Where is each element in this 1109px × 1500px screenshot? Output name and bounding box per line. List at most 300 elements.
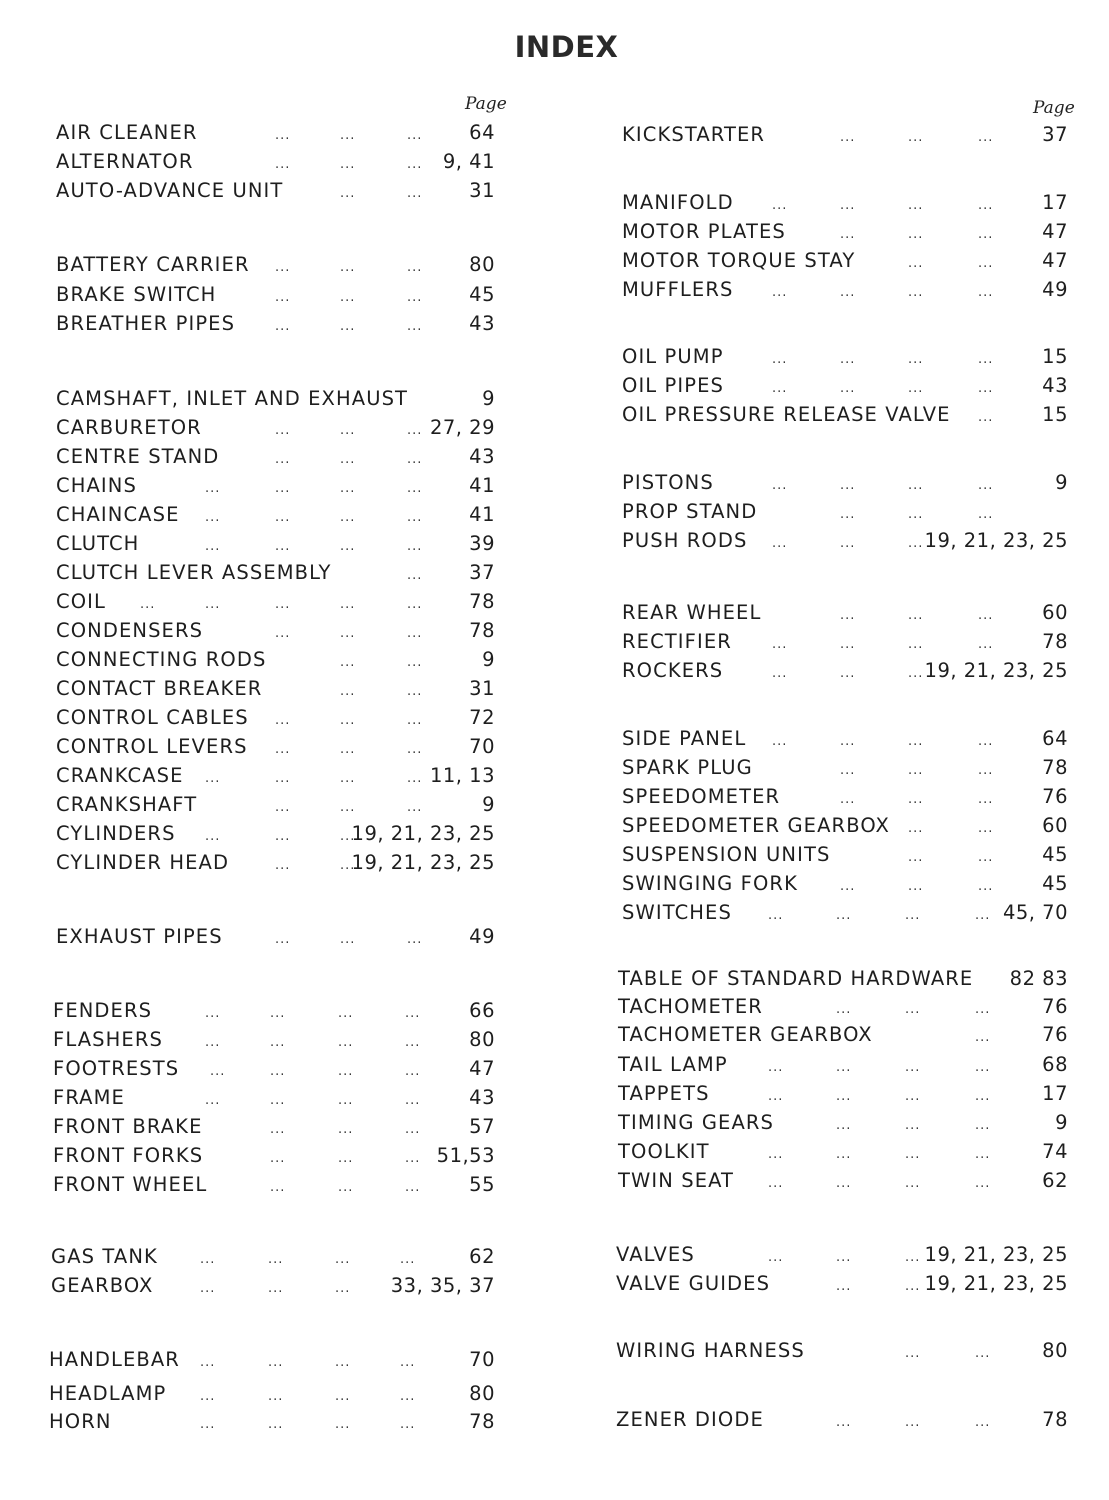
- index-entry: [56, 311, 525, 337]
- entry-page-number: 9: [482, 387, 495, 410]
- index-entry: [56, 282, 525, 308]
- leader-dots: ...: [908, 821, 924, 836]
- entry-page-number: 78: [469, 1410, 495, 1433]
- entry-page-number: 19, 21, 23, 25: [924, 1243, 1068, 1266]
- leader-dots: ...: [978, 410, 994, 425]
- entry-page-number: 80: [469, 253, 495, 276]
- leader-dots: ...: [908, 763, 924, 778]
- leader-dots: ...: [407, 128, 423, 143]
- leader-dots: ...: [840, 608, 856, 623]
- index-entry: [53, 1027, 525, 1053]
- leader-dots: ...: [340, 597, 356, 612]
- index-entry: [56, 618, 525, 644]
- entry-label: CENTRE STAND: [56, 445, 220, 468]
- leader-dots: ...: [275, 858, 291, 873]
- index-entry: [56, 924, 525, 950]
- leader-dots: ...: [908, 666, 924, 681]
- leader-dots: ...: [836, 1279, 852, 1294]
- entry-label: TACHOMETER: [618, 995, 763, 1018]
- leader-dots: ...: [275, 771, 291, 786]
- entry-label: TAIL LAMP: [618, 1053, 728, 1076]
- leader-dots: ...: [840, 734, 856, 749]
- leader-dots: ...: [905, 1118, 921, 1133]
- index-entry: [53, 1143, 525, 1169]
- entry-page-number: 9: [482, 793, 495, 816]
- leader-dots: ...: [335, 1252, 351, 1267]
- leader-dots: ...: [338, 1006, 354, 1021]
- index-entry: [56, 252, 525, 278]
- leader-dots: ...: [978, 507, 994, 522]
- entry-label: VALVES: [616, 1243, 695, 1266]
- index-entry: [53, 1114, 525, 1140]
- entry-label: CYLINDERS: [56, 822, 176, 845]
- entry-page-number: 15: [1042, 345, 1068, 368]
- index-entry: [56, 560, 525, 586]
- entry-page-number: 33, 35, 37: [390, 1274, 495, 1297]
- index-entry: [622, 528, 1098, 554]
- leader-dots: ...: [200, 1389, 216, 1404]
- leader-dots: ...: [407, 423, 423, 438]
- entry-page-number: 47: [469, 1057, 495, 1080]
- leader-dots: ...: [905, 1176, 921, 1191]
- entry-page-number: 78: [469, 619, 495, 642]
- leader-dots: ...: [275, 800, 291, 815]
- leader-dots: ...: [275, 481, 291, 496]
- entry-page-number: 60: [1042, 814, 1068, 837]
- leader-dots: ...: [338, 1035, 354, 1050]
- leader-dots: ...: [335, 1281, 351, 1296]
- leader-dots: ...: [908, 536, 924, 551]
- leader-dots: ...: [768, 1089, 784, 1104]
- page-column-header-left: Page: [465, 94, 507, 114]
- leader-dots: ...: [275, 932, 291, 947]
- leader-dots: ...: [908, 352, 924, 367]
- index-entry: [616, 1338, 1098, 1364]
- entry-label: CARBURETOR: [56, 416, 202, 439]
- leader-dots: ...: [905, 1060, 921, 1075]
- leader-dots: ...: [275, 452, 291, 467]
- leader-dots: ...: [338, 1151, 354, 1166]
- leader-dots: ...: [270, 1006, 286, 1021]
- entry-page-number: 51,53: [436, 1144, 495, 1167]
- leader-dots: ...: [340, 626, 356, 641]
- leader-dots: ...: [340, 481, 356, 496]
- entry-label: SPARK PLUG: [622, 756, 753, 779]
- entry-page-number: 47: [1042, 249, 1068, 272]
- leader-dots: ...: [340, 932, 356, 947]
- leader-dots: ...: [908, 879, 924, 894]
- leader-dots: ...: [407, 655, 423, 670]
- leader-dots: ...: [836, 1415, 852, 1430]
- leader-dots: ...: [340, 510, 356, 525]
- leader-dots: ...: [978, 478, 994, 493]
- leader-dots: ...: [338, 1064, 354, 1079]
- leader-dots: ...: [335, 1355, 351, 1370]
- entry-page-number: 31: [469, 677, 495, 700]
- leader-dots: ...: [975, 1118, 991, 1133]
- entry-page-number: 31: [469, 179, 495, 202]
- leader-dots: ...: [407, 568, 423, 583]
- index-entry: [622, 629, 1098, 655]
- leader-dots: ...: [840, 637, 856, 652]
- leader-dots: ...: [275, 290, 291, 305]
- leader-dots: ...: [338, 1093, 354, 1108]
- leader-dots: ...: [275, 626, 291, 641]
- leader-dots: ...: [978, 792, 994, 807]
- entry-page-number: 45, 70: [1002, 901, 1068, 924]
- index-entry: [622, 658, 1098, 684]
- leader-dots: ...: [978, 637, 994, 652]
- leader-dots: ...: [400, 1417, 416, 1432]
- leader-dots: ...: [268, 1281, 284, 1296]
- index-entry: [622, 813, 1098, 839]
- entry-label: OIL PRESSURE RELEASE VALVE: [622, 403, 951, 426]
- leader-dots: ...: [340, 684, 356, 699]
- entry-page-number: 9, 41: [442, 150, 495, 173]
- index-entry: [49, 1409, 525, 1435]
- index-entry: [622, 784, 1098, 810]
- leader-dots: ...: [340, 423, 356, 438]
- leader-dots: ...: [836, 1176, 852, 1191]
- entry-page-number: 76: [1042, 785, 1068, 808]
- leader-dots: ...: [340, 260, 356, 275]
- leader-dots: ...: [975, 1060, 991, 1075]
- leader-dots: ...: [205, 481, 221, 496]
- entry-page-number: 19, 21, 23, 25: [351, 851, 495, 874]
- index-entry: [56, 647, 525, 673]
- leader-dots: ...: [407, 742, 423, 757]
- leader-dots: ...: [908, 130, 924, 145]
- leader-dots: ...: [205, 539, 221, 554]
- entry-label: FOOTRESTS: [53, 1057, 180, 1080]
- leader-dots: ...: [975, 1147, 991, 1162]
- entry-label: OIL PIPES: [622, 374, 725, 397]
- entry-page-number: 66: [469, 999, 495, 1022]
- leader-dots: ...: [340, 319, 356, 334]
- entry-page-number: 9: [482, 648, 495, 671]
- index-entry: [56, 149, 525, 175]
- entry-page-number: 19, 21, 23, 25: [924, 659, 1068, 682]
- leader-dots: ...: [335, 1389, 351, 1404]
- leader-dots: ...: [405, 1064, 421, 1079]
- leader-dots: ...: [275, 157, 291, 172]
- index-entry: [53, 998, 525, 1024]
- leader-dots: ...: [275, 742, 291, 757]
- leader-dots: ...: [268, 1417, 284, 1432]
- entry-label: GAS TANK: [51, 1245, 158, 1268]
- leader-dots: ...: [205, 829, 221, 844]
- leader-dots: ...: [908, 227, 924, 242]
- index-entry: [56, 850, 525, 876]
- entry-label: FENDERS: [53, 999, 153, 1022]
- entry-label: VALVE GUIDES: [616, 1272, 771, 1295]
- index-entry: [622, 871, 1098, 897]
- entry-label: TACHOMETER GEARBOX: [618, 1023, 873, 1046]
- leader-dots: ...: [772, 285, 788, 300]
- leader-dots: ...: [905, 1415, 921, 1430]
- leader-dots: ...: [836, 1147, 852, 1162]
- entry-label: BRAKE SWITCH: [56, 283, 217, 306]
- leader-dots: ...: [772, 352, 788, 367]
- entry-page-number: 45: [1042, 843, 1068, 866]
- leader-dots: ...: [978, 821, 994, 836]
- index-entry: [622, 499, 1098, 525]
- leader-dots: ...: [908, 637, 924, 652]
- leader-dots: ...: [836, 1089, 852, 1104]
- leader-dots: ...: [905, 1002, 921, 1017]
- leader-dots: ...: [205, 1093, 221, 1108]
- entry-page-number: 68: [1042, 1053, 1068, 1076]
- leader-dots: ...: [407, 481, 423, 496]
- leader-dots: ...: [407, 510, 423, 525]
- entry-label: FRONT WHEEL: [53, 1173, 208, 1196]
- entry-label: TABLE OF STANDARD HARDWARE: [618, 967, 974, 990]
- entry-page-number: 64: [1042, 727, 1068, 750]
- entry-page-number: 70: [469, 735, 495, 758]
- leader-dots: ...: [268, 1389, 284, 1404]
- leader-dots: ...: [405, 1151, 421, 1166]
- leader-dots: ...: [768, 1060, 784, 1075]
- leader-dots: ...: [338, 1122, 354, 1137]
- leader-dots: ...: [978, 381, 994, 396]
- entry-label: ROCKERS: [622, 659, 724, 682]
- entry-label: MUFFLERS: [622, 278, 734, 301]
- leader-dots: ...: [340, 655, 356, 670]
- entry-label: CLUTCH LEVER ASSEMBLY: [56, 561, 332, 584]
- entry-label: CHAINS: [56, 474, 137, 497]
- entry-label: WIRING HARNESS: [616, 1339, 805, 1362]
- leader-dots: ...: [407, 800, 423, 815]
- leader-dots: ...: [908, 850, 924, 865]
- entry-page-number: 78: [1042, 630, 1068, 653]
- leader-dots: ...: [275, 128, 291, 143]
- leader-dots: ...: [268, 1252, 284, 1267]
- entry-page-number: 78: [1042, 1408, 1068, 1431]
- leader-dots: ...: [975, 1176, 991, 1191]
- leader-dots: ...: [768, 908, 784, 923]
- leader-dots: ...: [772, 734, 788, 749]
- leader-dots: ...: [270, 1151, 286, 1166]
- entry-page-number: 19, 21, 23, 25: [351, 822, 495, 845]
- entry-label: HORN: [49, 1410, 112, 1433]
- entry-page-number: 11, 13: [429, 764, 495, 787]
- leader-dots: ...: [975, 1002, 991, 1017]
- entry-label: TOOLKIT: [618, 1140, 710, 1163]
- leader-dots: ...: [407, 452, 423, 467]
- entry-label: COIL: [56, 590, 106, 613]
- entry-label: CONTACT BREAKER: [56, 677, 263, 700]
- leader-dots: ...: [205, 1006, 221, 1021]
- index-entry: [49, 1347, 525, 1373]
- page-column-header-right: Page: [1033, 98, 1075, 118]
- entry-label: RECTIFIER: [622, 630, 732, 653]
- entry-page-number: 37: [1042, 123, 1068, 146]
- entry-page-number: 47: [1042, 220, 1068, 243]
- entry-label: CYLINDER HEAD: [56, 851, 230, 874]
- entry-label: AIR CLEANER: [56, 121, 198, 144]
- leader-dots: ...: [340, 771, 356, 786]
- entry-page-number: 43: [469, 445, 495, 468]
- leader-dots: ...: [768, 1147, 784, 1162]
- entry-label: CAMSHAFT, INLET AND EXHAUST: [56, 387, 409, 410]
- leader-dots: ...: [275, 539, 291, 554]
- leader-dots: ...: [978, 734, 994, 749]
- leader-dots: ...: [340, 800, 356, 815]
- index-entry: [56, 473, 525, 499]
- index-entry: [53, 1085, 525, 1111]
- entry-page-number: 57: [469, 1115, 495, 1138]
- leader-dots: ...: [772, 637, 788, 652]
- leader-dots: ...: [978, 352, 994, 367]
- leader-dots: ...: [275, 829, 291, 844]
- leader-dots: ...: [400, 1389, 416, 1404]
- leader-dots: ...: [772, 381, 788, 396]
- leader-dots: ...: [335, 1417, 351, 1432]
- leader-dots: ...: [772, 666, 788, 681]
- index-entry: [622, 190, 1098, 216]
- entry-label: AUTO-ADVANCE UNIT: [56, 179, 284, 202]
- index-entry: [56, 178, 525, 204]
- leader-dots: ...: [205, 1035, 221, 1050]
- entry-page-number: 9: [1055, 1111, 1068, 1134]
- index-entry: [618, 1110, 1098, 1136]
- index-entry: [618, 1022, 1098, 1048]
- leader-dots: ...: [905, 1346, 921, 1361]
- index-entry: [616, 1242, 1098, 1268]
- leader-dots: ...: [840, 879, 856, 894]
- leader-dots: ...: [836, 1002, 852, 1017]
- entry-label: CONTROL CABLES: [56, 706, 249, 729]
- entry-page-number: 72: [469, 706, 495, 729]
- entry-page-number: 45: [469, 283, 495, 306]
- leader-dots: ...: [975, 908, 991, 923]
- entry-page-number: 17: [1042, 191, 1068, 214]
- leader-dots: ...: [270, 1122, 286, 1137]
- entry-label: FRONT FORKS: [53, 1144, 204, 1167]
- leader-dots: ...: [908, 478, 924, 493]
- leader-dots: ...: [978, 879, 994, 894]
- entry-label: CONDENSERS: [56, 619, 204, 642]
- index-entry: [622, 122, 1098, 148]
- leader-dots: ...: [407, 626, 423, 641]
- index-entry: [622, 248, 1098, 274]
- index-entry: [56, 386, 525, 412]
- leader-dots: ...: [772, 478, 788, 493]
- leader-dots: ...: [978, 285, 994, 300]
- leader-dots: ...: [975, 1346, 991, 1361]
- leader-dots: ...: [205, 771, 221, 786]
- entry-page-number: 76: [1042, 995, 1068, 1018]
- entry-page-number: 49: [1042, 278, 1068, 301]
- page-title: INDEX: [514, 30, 619, 64]
- index-entry: [56, 531, 525, 557]
- entry-page-number: 70: [469, 1348, 495, 1371]
- leader-dots: ...: [275, 510, 291, 525]
- leader-dots: ...: [270, 1035, 286, 1050]
- index-entry: [622, 900, 1098, 926]
- leader-dots: ...: [772, 198, 788, 213]
- leader-dots: ...: [905, 1250, 921, 1265]
- leader-dots: ...: [840, 507, 856, 522]
- leader-dots: ...: [908, 734, 924, 749]
- index-entry: [616, 1407, 1098, 1433]
- entry-label: TIMING GEARS: [618, 1111, 775, 1134]
- leader-dots: ...: [840, 227, 856, 242]
- index-entry: [56, 120, 525, 146]
- entry-page-number: 43: [1042, 374, 1068, 397]
- leader-dots: ...: [200, 1355, 216, 1370]
- index-entry: [618, 1081, 1098, 1107]
- entry-label: PUSH RODS: [622, 529, 748, 552]
- entry-label: FRONT BRAKE: [53, 1115, 203, 1138]
- index-entry: [618, 994, 1098, 1020]
- entry-label: OIL PUMP: [622, 345, 724, 368]
- leader-dots: ...: [407, 932, 423, 947]
- index-entry: [51, 1244, 525, 1270]
- entry-label: SWITCHES: [622, 901, 732, 924]
- leader-dots: ...: [200, 1417, 216, 1432]
- leader-dots: ...: [407, 713, 423, 728]
- leader-dots: ...: [978, 850, 994, 865]
- entry-page-number: 80: [469, 1028, 495, 1051]
- leader-dots: ...: [407, 260, 423, 275]
- leader-dots: ...: [407, 597, 423, 612]
- entry-page-number: 62: [1042, 1169, 1068, 1192]
- leader-dots: ...: [407, 684, 423, 699]
- index-entry: [622, 726, 1098, 752]
- leader-dots: ...: [268, 1355, 284, 1370]
- index-entry: [622, 219, 1098, 245]
- index-entry: [622, 755, 1098, 781]
- leader-dots: ...: [908, 792, 924, 807]
- index-entry: [616, 1271, 1098, 1297]
- leader-dots: ...: [140, 597, 156, 612]
- leader-dots: ...: [340, 858, 356, 873]
- leader-dots: ...: [407, 539, 423, 554]
- leader-dots: ...: [340, 742, 356, 757]
- entry-page-number: 80: [1042, 1339, 1068, 1362]
- leader-dots: ...: [400, 1355, 416, 1370]
- index-entry: [56, 821, 525, 847]
- leader-dots: ...: [975, 1089, 991, 1104]
- leader-dots: ...: [405, 1035, 421, 1050]
- leader-dots: ...: [340, 157, 356, 172]
- entry-label: KICKSTARTER: [622, 123, 766, 146]
- leader-dots: ...: [836, 1060, 852, 1075]
- leader-dots: ...: [200, 1281, 216, 1296]
- leader-dots: ...: [840, 381, 856, 396]
- leader-dots: ...: [908, 285, 924, 300]
- entry-label: TWIN SEAT: [618, 1169, 735, 1192]
- index-entry: [622, 373, 1098, 399]
- leader-dots: ...: [405, 1122, 421, 1137]
- index-entry: [618, 1168, 1098, 1194]
- leader-dots: ...: [978, 256, 994, 271]
- leader-dots: ...: [836, 908, 852, 923]
- leader-dots: ...: [840, 285, 856, 300]
- leader-dots: ...: [908, 198, 924, 213]
- index-entry: [56, 676, 525, 702]
- leader-dots: ...: [340, 713, 356, 728]
- entry-page-number: 41: [469, 503, 495, 526]
- entry-label: SUSPENSION UNITS: [622, 843, 831, 866]
- entry-label: ZENER DIODE: [616, 1408, 764, 1431]
- leader-dots: ...: [975, 1415, 991, 1430]
- leader-dots: ...: [836, 1250, 852, 1265]
- index-entry: [622, 842, 1098, 868]
- entry-page-number: 62: [469, 1245, 495, 1268]
- entry-label: BATTERY CARRIER: [56, 253, 250, 276]
